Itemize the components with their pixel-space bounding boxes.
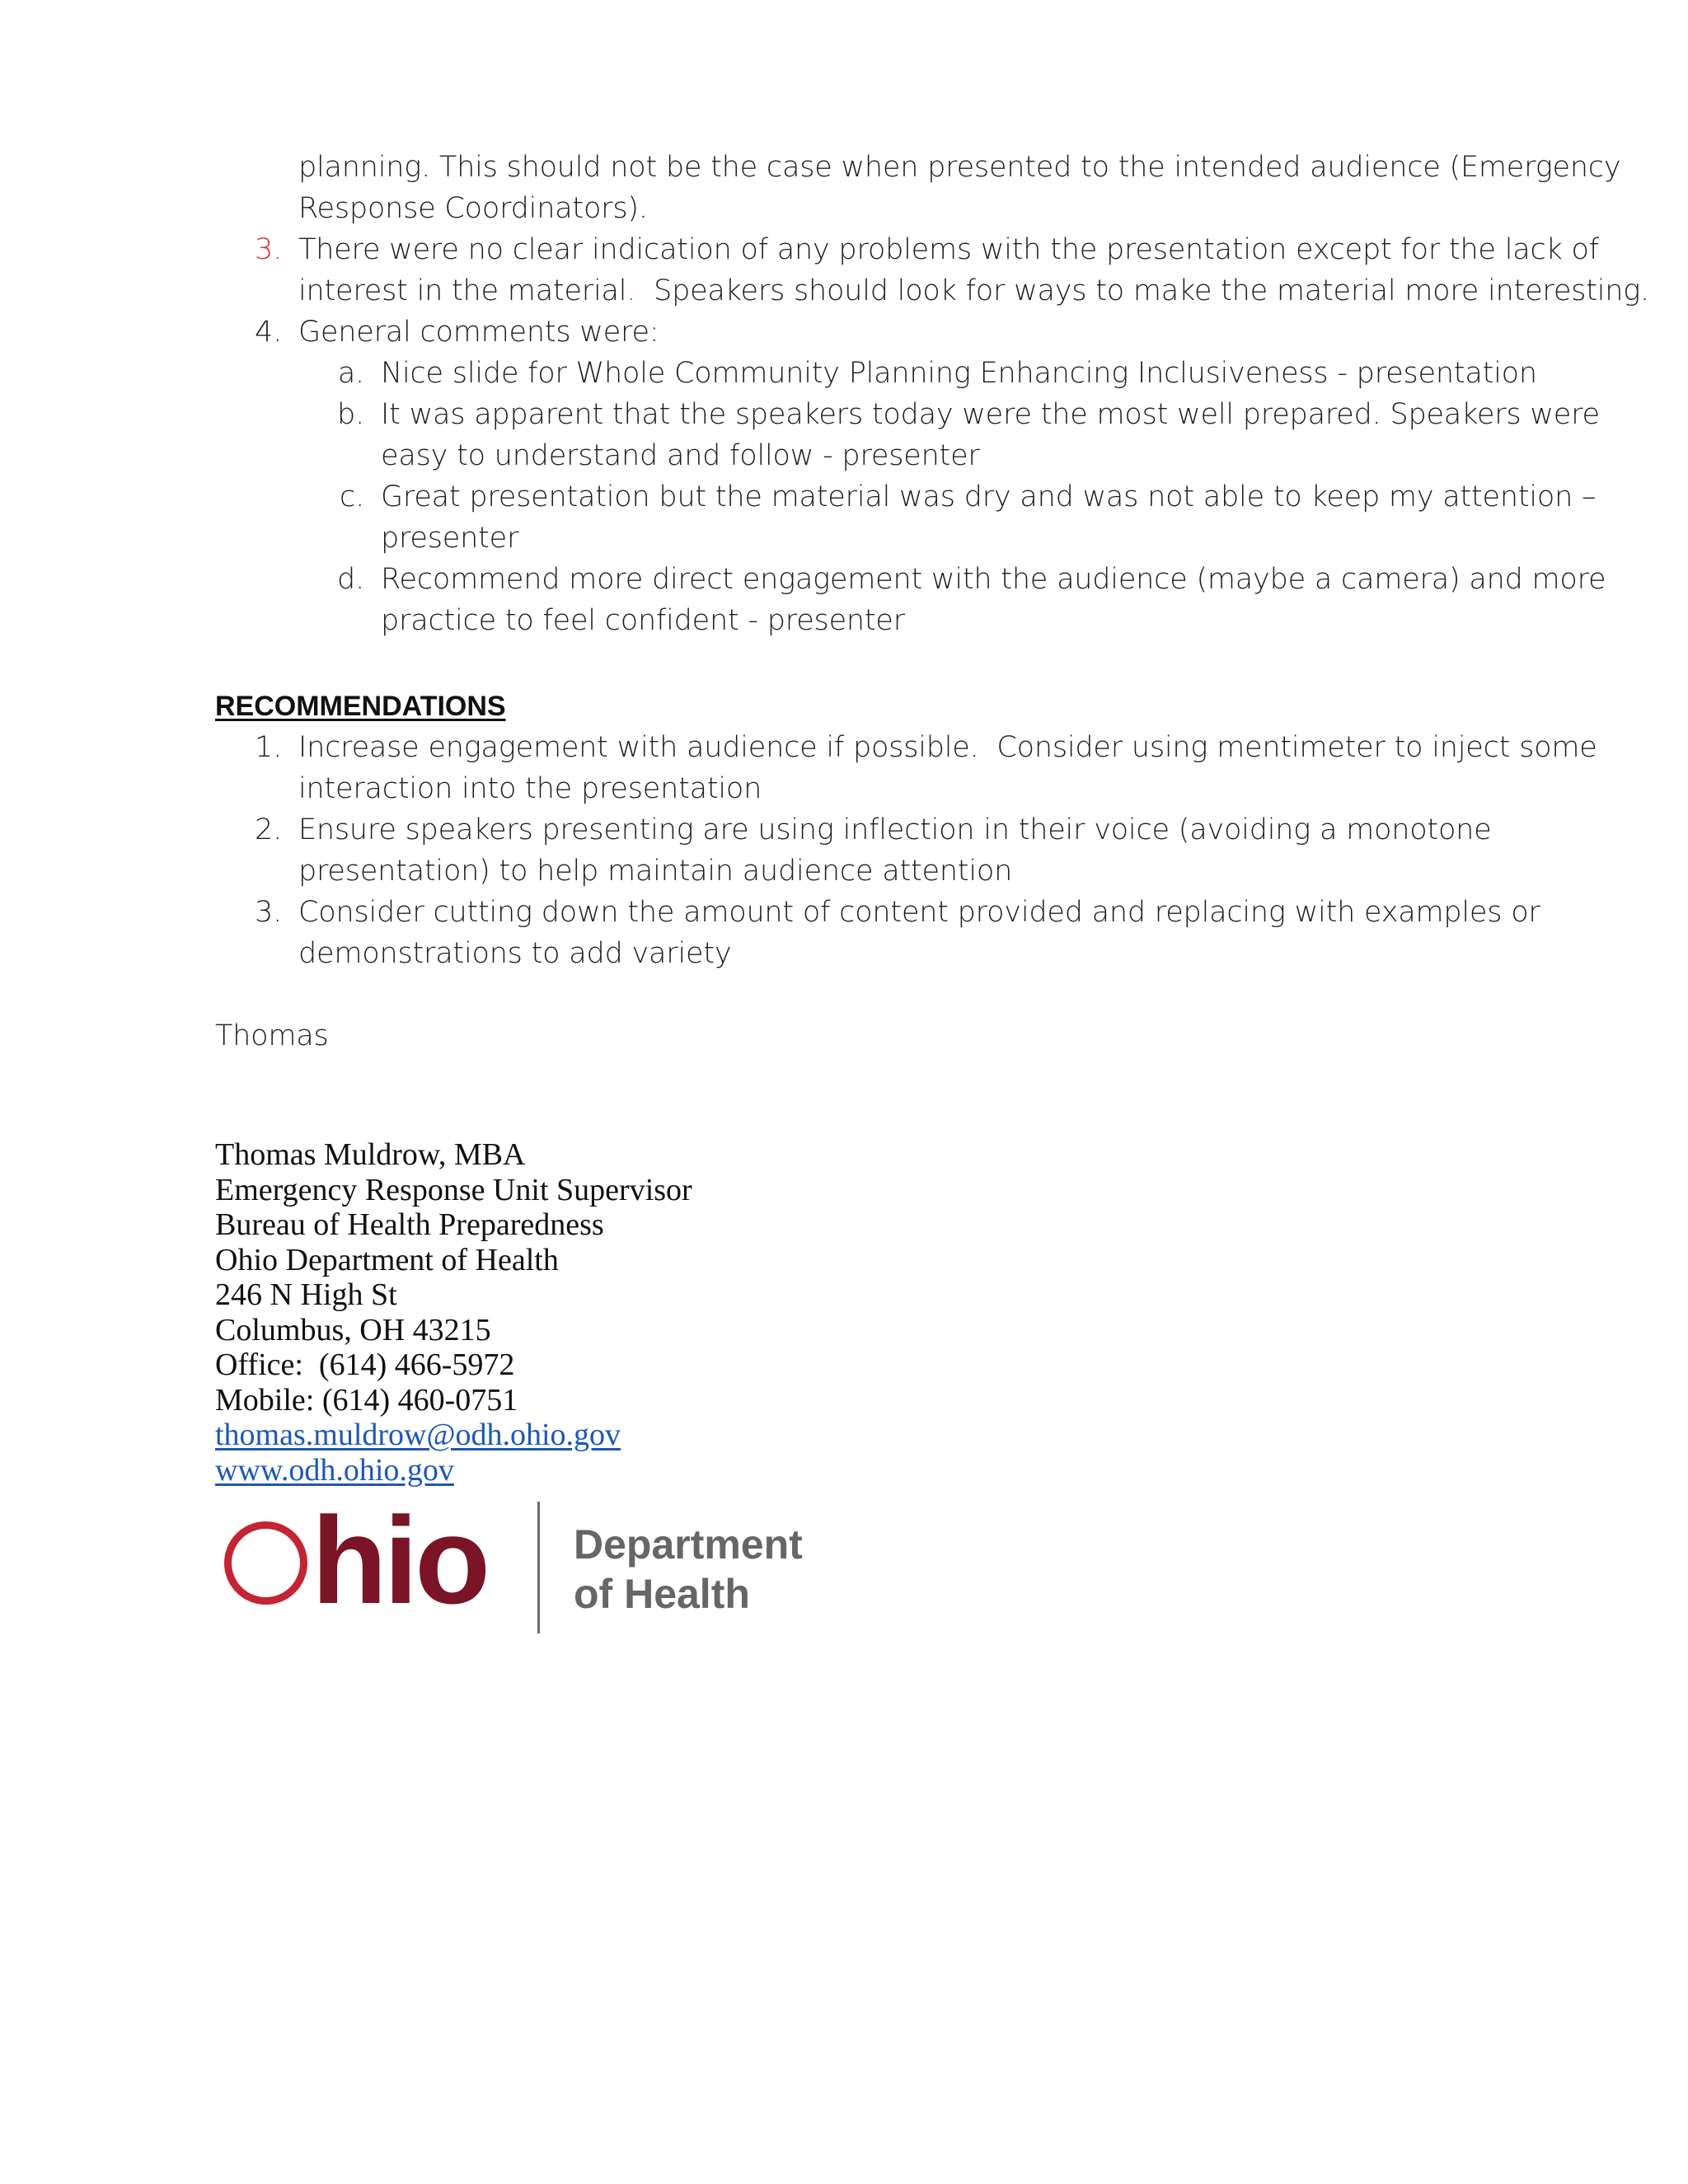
list-number: 3. — [255, 233, 282, 266]
list-item-text-part: Speakers should look for ways to make the material more interesting. — [635, 274, 1649, 307]
signature-department: Ohio Department of Health — [215, 1242, 559, 1277]
list-item-text: There were no clear indication of any problems with the presentation except for the lack of — [298, 233, 1599, 266]
list-number: 2. — [255, 813, 282, 846]
ohio-department-of-health-logo — [223, 1491, 824, 1634]
recommendation-text: Ensure speakers presenting are using inflection in their voice (avoiding a monotone — [298, 813, 1492, 846]
comment-text: Recommend more direct engagement with the audience (maybe a camera) and more — [381, 563, 1606, 596]
logo-department-text — [574, 1520, 803, 1619]
signature-name: Thomas Muldrow, MBA — [215, 1137, 526, 1172]
logo-divider — [537, 1502, 540, 1633]
signature-email-link[interactable]: thomas.muldrow@odh.ohio.gov — [215, 1418, 621, 1452]
list-letter: a. — [337, 357, 364, 390]
comment-text: It was apparent that the speakers today were the most well prepared. Speakers were — [381, 398, 1600, 431]
sign-off: Thomas — [215, 1019, 329, 1052]
list-letter: c. — [340, 480, 364, 513]
comment-text: Nice slide for Whole Community Planning Enhancing Inclusiveness - presentation — [381, 357, 1537, 390]
recommendation-text: demonstrations to add variety — [298, 937, 732, 970]
logo-ring-o — [224, 1521, 307, 1605]
list-letter: b. — [337, 398, 364, 431]
comment-text: Great presentation but the material was dry and was not able to keep my attention – — [381, 480, 1597, 513]
list-item-text — [298, 270, 1649, 312]
signature-bureau: Bureau of Health Preparedness — [215, 1207, 604, 1242]
signature-title: Emergency Response Unit Supervisor — [215, 1172, 692, 1207]
logo-dept-line2: of Health — [574, 1571, 750, 1617]
list-item-text: General comments were: — [298, 316, 659, 349]
list-item-text-part: interest in the material — [298, 274, 627, 307]
list-number: 1. — [255, 731, 282, 764]
list-number: 4. — [255, 316, 282, 349]
list-number: 3. — [255, 896, 282, 929]
paragraph-line: Response Coordinators). — [298, 192, 648, 225]
list-letter: d. — [337, 563, 364, 596]
signature-website-link[interactable]: www.odh.ohio.gov — [215, 1452, 454, 1488]
signature-street: 246 N High St — [215, 1277, 397, 1312]
signature-mobile-phone: Mobile: (614) 460-0751 — [215, 1382, 518, 1418]
logo-word-hio: hio — [312, 1491, 487, 1629]
paragraph-line: planning. This should not be the case when presented to the intended audience (Emergency — [298, 151, 1621, 184]
comment-text: presenter — [381, 522, 519, 555]
recommendation-text: Consider cutting down the amount of content provided and replacing with examples or — [298, 896, 1540, 929]
recommendations-heading: RECOMMENDATIONS — [215, 691, 506, 722]
comment-text: easy to understand and follow - presenter — [381, 439, 980, 472]
recommendation-text: interaction into the presentation — [298, 772, 762, 805]
recommendation-text: Increase engagement with audience if possible. Consider using mentimeter to inject some — [298, 731, 1597, 764]
recommendation-text: presentation) to help maintain audience attention — [298, 855, 1013, 888]
signature-office-phone: Office: (614) 466-5972 — [215, 1347, 515, 1382]
comment-text: practice to feel confident - presenter — [381, 604, 905, 637]
highlighted-period: . — [626, 274, 636, 307]
signature-city: Columbus, OH 43215 — [215, 1312, 491, 1347]
email-signature — [215, 1137, 692, 1488]
logo-dept-line1: Department — [574, 1521, 803, 1568]
